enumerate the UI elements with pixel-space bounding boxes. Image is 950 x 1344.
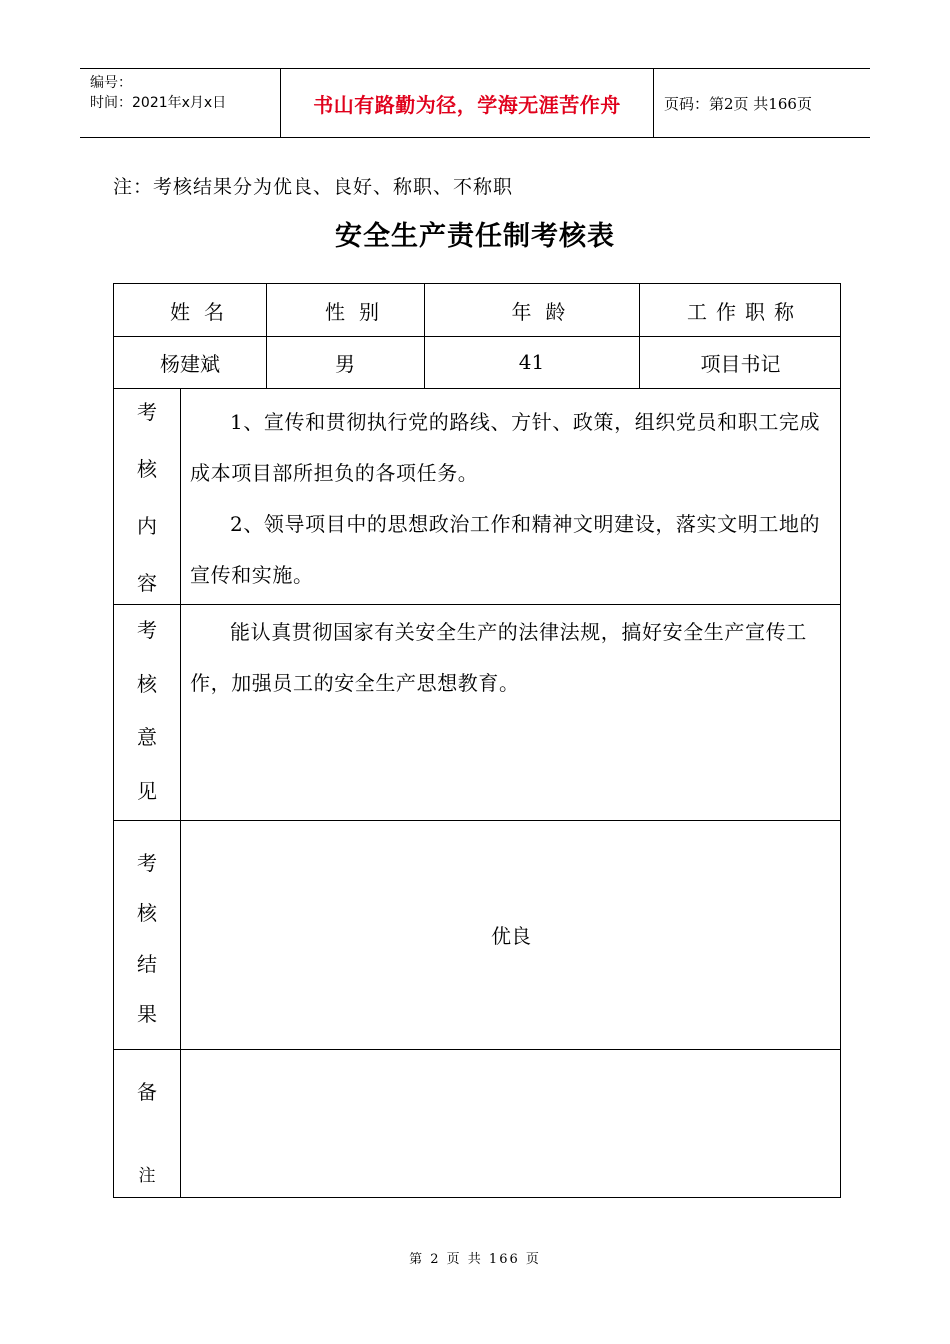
cell-gender: 男 [335,351,355,376]
document-header [80,68,870,138]
assessment-note: 注：考核结果分为优良、良好、称职、不称职 [113,176,514,198]
opinion-label-char: 意 [137,725,157,750]
opinion-label [114,614,180,804]
header-age: 年龄 [511,299,580,324]
cell-job-title: 项目书记 [700,351,781,376]
result-label-char: 考 [137,851,157,875]
header-motto-cell [281,69,654,137]
result-label-char: 核 [137,901,157,926]
result-label-char: 结 [137,951,157,976]
header-job-title: 工作职称 [687,299,803,324]
result-label [114,847,180,1027]
content-label-char: 核 [137,457,157,481]
table-divider [114,604,840,605]
content-paragraph-2: 2、领导项目中的思想政治工作和精神文明建设，落实文明工地的宣传和实施。 [190,512,821,587]
opinion-text: 能认真贯彻国家有关安全生产的法律法规，搞好安全生产宣传工作，加强员工的安全生产思想教育。 [190,620,807,695]
header-name: 姓名 [170,299,238,324]
cell-age: 41 [518,350,545,374]
page-info: 页码：第2页 共166页 [664,94,812,113]
result-value: 优良 [491,924,531,948]
content-label-char: 考 [137,400,157,424]
content-label-char: 内 [137,514,157,538]
cell-name: 杨建斌 [160,351,220,376]
page-title: 安全生产责任制考核表 [335,221,615,252]
header-gender: 性别 [325,299,393,324]
remarks-label-char: 注 [138,1166,156,1186]
opinion-label-char: 核 [137,671,157,696]
remarks-label [114,1076,180,1186]
header-meta-cell [80,69,281,137]
result-label-char: 果 [137,1001,157,1026]
opinion-label-char: 考 [137,618,157,642]
header-page-cell [654,69,870,137]
content-label-char: 容 [137,571,157,595]
motto-text: 书山有路勤为径，学海无涯苦作舟 [313,92,621,117]
time-label: 时间：2021年x月x日 [90,95,227,111]
opinion-label-char: 见 [137,778,157,803]
table-divider [114,388,840,389]
content-paragraph-1: 1、宣传和贯彻执行党的路线、方针、政策，组织党员和职工完成成本项目部所担负的各项任务。 [190,410,821,485]
remarks-field [180,1049,842,1197]
serial-label: 编号： [90,75,132,91]
assessment-table [113,283,841,1198]
page-footer: 第 2 页 共 166 页 [409,1252,541,1267]
content-label [114,396,180,596]
remarks-label-char: 备 [137,1080,157,1104]
